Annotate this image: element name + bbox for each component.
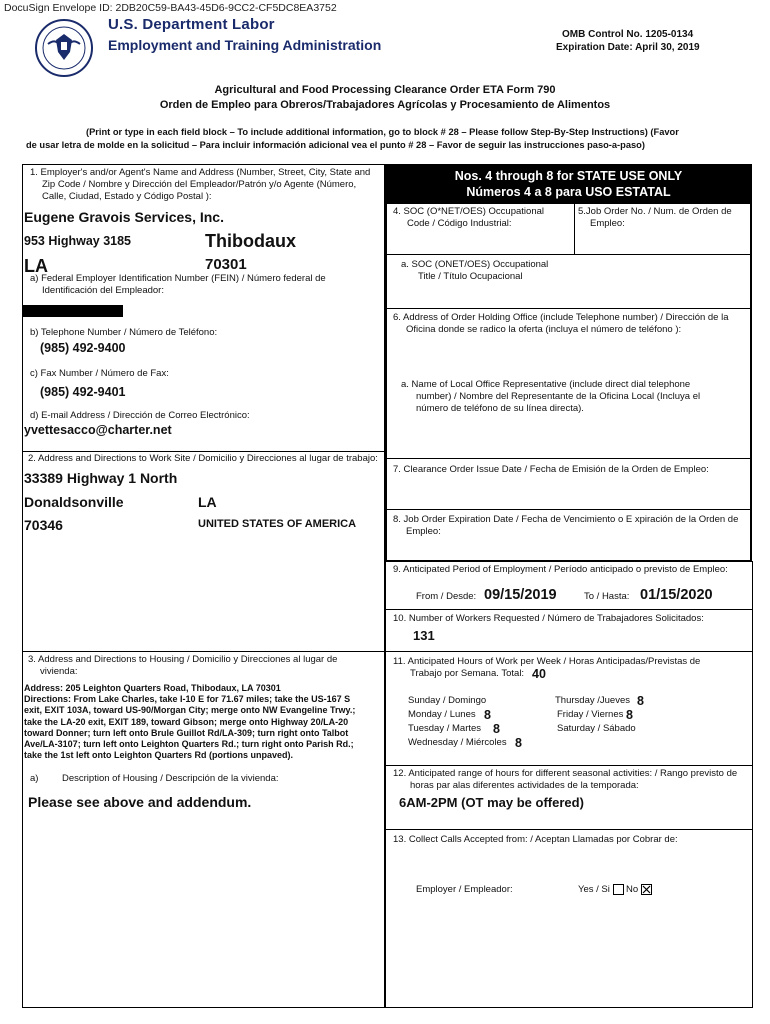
- collect-calls-no-checkbox[interactable]: [641, 884, 652, 895]
- housing-description[interactable]: Please see above and addendum.: [28, 794, 252, 810]
- day-tuesday-label: Tuesday / Martes: [408, 723, 482, 734]
- collect-calls-yes-label: Yes / Si: [578, 884, 610, 895]
- worksite-street[interactable]: 33389 Highway 1 North: [24, 470, 178, 486]
- omb-control-number: OMB Control No. 1205-0134: [562, 29, 694, 40]
- worksite-country[interactable]: UNITED STATES OF AMERICA: [198, 518, 357, 530]
- field-4-label-line-1: 4. SOC (O*NET/OES) Occupational: [393, 206, 544, 217]
- day-thursday-label: Thursday /Jueves: [555, 695, 630, 706]
- field-4-label-line-2: Code / Código Industrial:: [407, 218, 512, 229]
- field-4a-label-line-1: a. SOC (ONET/OES) Occupational: [401, 259, 549, 270]
- field-5-label-line-1: 5.Job Order No. / Num. de Orden de: [578, 206, 732, 217]
- day-thursday-hours[interactable]: 8: [637, 694, 644, 708]
- field-4a-label-line-2: Title / Título Ocupacional: [418, 271, 523, 282]
- divider: [385, 765, 753, 766]
- employer-phone[interactable]: (985) 492-9400: [40, 341, 126, 355]
- field-11-label-line-2: Trabajo por Semana. Total:: [410, 668, 525, 679]
- day-saturday-label: Saturday / Sábado: [557, 723, 636, 734]
- workers-requested[interactable]: 131: [413, 628, 435, 643]
- housing-directions-line: take the 1st left onto Leighton Quarters Rd (portions unpaved).: [24, 750, 294, 761]
- housing-directions-line: take the LA-20 exit, EXIT 189, toward Gibson; merge onto Highway 20/LA-20: [24, 716, 349, 727]
- field-6a-label-line-3: número de teléfono de su línea directa).: [416, 403, 584, 414]
- housing-directions-line: exit, EXIT 103A, toward US-90/Morgan City; merge onto NW Evangeline Trwy.;: [24, 705, 356, 716]
- employer-fax[interactable]: (985) 492-9401: [40, 385, 126, 399]
- field-11-label-line-1: 11. Anticipated Hours of Work per Week / Horas Anticipadas/Previstas de: [393, 656, 701, 667]
- field-3-label-line-2: vivienda:: [40, 666, 78, 677]
- fein-label-line-2: Identificación del Empleador:: [42, 285, 164, 296]
- field-8-label-line-1: 8. Job Order Expiration Date / Fecha de Vencimiento o E xpiración de la Orden de: [393, 514, 739, 525]
- field-10-label: 10. Number of Workers Requested / Número de Trabajadores Solicitados:: [393, 613, 704, 624]
- hours-total[interactable]: 40: [532, 667, 546, 681]
- field-6a-label-line-2: number) / Nombre del Representante de la Oficina Local (Incluya el: [416, 391, 701, 402]
- collect-calls-no-label: No: [626, 884, 639, 895]
- field-13-label: 13. Collect Calls Accepted from: / Aceptan Llamadas por Cobrar de:: [393, 834, 678, 845]
- day-monday-hours[interactable]: 8: [484, 708, 491, 722]
- field-6a-label-line-1: a. Name of Local Office Representative (include direct dial telephone: [401, 379, 691, 390]
- expiration-date: Expiration Date: April 30, 2019: [556, 42, 700, 53]
- divider: [385, 254, 752, 255]
- field-3-label-line-1: 3. Address and Directions to Housing / Domicilio y Direcciones al lugar de: [28, 654, 338, 665]
- worksite-state[interactable]: LA: [198, 494, 217, 510]
- field-4-5-divider: [574, 204, 575, 254]
- worksite-zip[interactable]: 70346: [24, 517, 63, 533]
- field-2-label: 2. Address and Directions to Work Site / Domicilio y Direcciones al lugar de trabajo:: [28, 453, 378, 464]
- field-1-label-line-3: Calle, Ciudad, Estado y Código Postal ):: [42, 191, 212, 202]
- employer-zip[interactable]: 70301: [205, 256, 247, 273]
- department-name: U.S. Department Labor: [108, 16, 275, 33]
- day-tuesday-hours[interactable]: 8: [493, 722, 500, 736]
- divider: [385, 509, 752, 510]
- divider: [385, 308, 752, 309]
- instructions-line-2: de usar letra de molde en la solicitud – Para incluir información adicional vea el punto # 28 – Favor de seguir las instrucciones paso-a-paso): [26, 140, 645, 150]
- administration-name: Employment and Training Administration: [108, 37, 382, 53]
- x-check-icon: [642, 885, 651, 894]
- instructions-line-1: (Print or type in each field block – To include additional information, go to block # 28 – Please follow Step-By-Step Instructions) (Favor: [86, 127, 679, 137]
- field-5-label-line-2: Empleo:: [590, 218, 625, 229]
- housing-description-label: Description of Housing / Descripción de la vivienda:: [62, 773, 279, 784]
- form-title: Agricultural and Food Processing Clearance Order ETA Form 790: [214, 84, 556, 96]
- housing-directions-line: Directions: From Lake Charles, take I-10 E for 71.67 miles; take the US-167 S: [24, 694, 351, 705]
- field-9-label: 9. Anticipated Period of Employment / Período anticipado o previsto de Empleo:: [393, 564, 728, 575]
- worksite-city[interactable]: Donaldsonville: [24, 494, 124, 510]
- state-use-line-1: Nos. 4 through 8 for STATE USE ONLY: [454, 169, 683, 183]
- collect-calls-yes-checkbox[interactable]: [613, 884, 624, 895]
- fein-label-line-1: a) Federal Employer Identification Number (FEIN) / Número federal de: [30, 273, 326, 284]
- employer-name[interactable]: Eugene Gravois Services, Inc.: [24, 209, 224, 225]
- field-1-label-line-1: 1. Employer's and/or Agent's Name and Address (Number, Street, City, State and: [30, 167, 371, 178]
- fax-label: c) Fax Number / Número de Fax:: [30, 368, 169, 379]
- envelope-id: DocuSign Envelope ID: 2DB20C59-BA43-45D6-9CC2-CF5DC8EA3752: [4, 2, 337, 14]
- phone-label: b) Telephone Number / Número de Teléfono:: [30, 327, 218, 338]
- period-from-label: From / Desde:: [416, 591, 477, 602]
- housing-directions-line: Ave/LA-3107; turn left onto Leighton Quarters Rd.; turn right onto Parish Rd.;: [24, 739, 354, 750]
- field-12-label-line-2: horas par alas diferentes actividades de la temporada:: [410, 780, 639, 791]
- day-wednesday-label: Wednesday / Miércoles: [408, 737, 507, 748]
- field-6-label-line-2: Oficina donde se radico la oferta (incluya el número de teléfono ):: [406, 324, 682, 335]
- employer-city[interactable]: Thibodaux: [205, 231, 296, 251]
- divider: [385, 609, 753, 610]
- day-wednesday-hours[interactable]: 8: [515, 736, 522, 750]
- field-6-label-line-1: 6. Address of Order Holding Office (include Telephone number) / Dirección de la: [393, 312, 729, 323]
- divider: [385, 829, 753, 830]
- fein-redacted: [22, 305, 123, 317]
- day-friday-label: Friday / Viernes: [557, 709, 624, 720]
- state-use-line-2: Números 4 a 8 para USO ESTATAL: [466, 185, 671, 199]
- divider: [385, 651, 753, 652]
- email-label: d) E-mail Address / Dirección de Correo Electrónico:: [30, 410, 250, 421]
- day-friday-hours[interactable]: 8: [626, 708, 633, 722]
- day-sunday-label: Sunday / Domingo: [408, 695, 487, 706]
- field-7-label: 7. Clearance Order Issue Date / Fecha de Emisión de la Orden de Empleo:: [393, 464, 709, 475]
- period-to-date[interactable]: 01/15/2020: [640, 587, 713, 603]
- seasonal-hours-range[interactable]: 6AM-2PM (OT may be offered): [399, 795, 584, 810]
- employer-email[interactable]: yvettesacco@charter.net: [24, 423, 172, 437]
- field-1-label-line-2: Zip Code / Nombre y Dirección del Empleador/Patrón y/o Agente (Número,: [42, 179, 357, 190]
- department-seal-logo: [34, 18, 94, 78]
- period-from-date[interactable]: 09/15/2019: [484, 587, 557, 603]
- divider: [385, 458, 752, 459]
- housing-description-label-letter: a): [30, 773, 39, 784]
- field-8-label-line-2: Empleo:: [406, 526, 441, 537]
- day-monday-label: Monday / Lunes: [408, 709, 476, 720]
- period-to-label: To / Hasta:: [584, 591, 630, 602]
- housing-directions-line: Address: 205 Leighton Quarters Road, Thibodaux, LA 70301: [24, 683, 281, 693]
- form-title-spanish: Orden de Empleo para Obreros/Trabajadores Agrícolas y Procesamiento de Alimentos: [159, 99, 611, 111]
- housing-directions-text[interactable]: [24, 683, 382, 761]
- employer-street[interactable]: 953 Highway 3185: [24, 234, 132, 248]
- employer-state[interactable]: LA: [24, 256, 48, 276]
- collect-calls-employer-label: Employer / Empleador:: [416, 884, 513, 895]
- housing-directions-line: toward Donner; turn left onto Brule Guillot Rd/LA-309; turn right onto Talbot: [24, 727, 349, 738]
- field-12-label-line-1: 12. Anticipated range of hours for different seasonal activities: / Rango previsto de: [393, 768, 738, 779]
